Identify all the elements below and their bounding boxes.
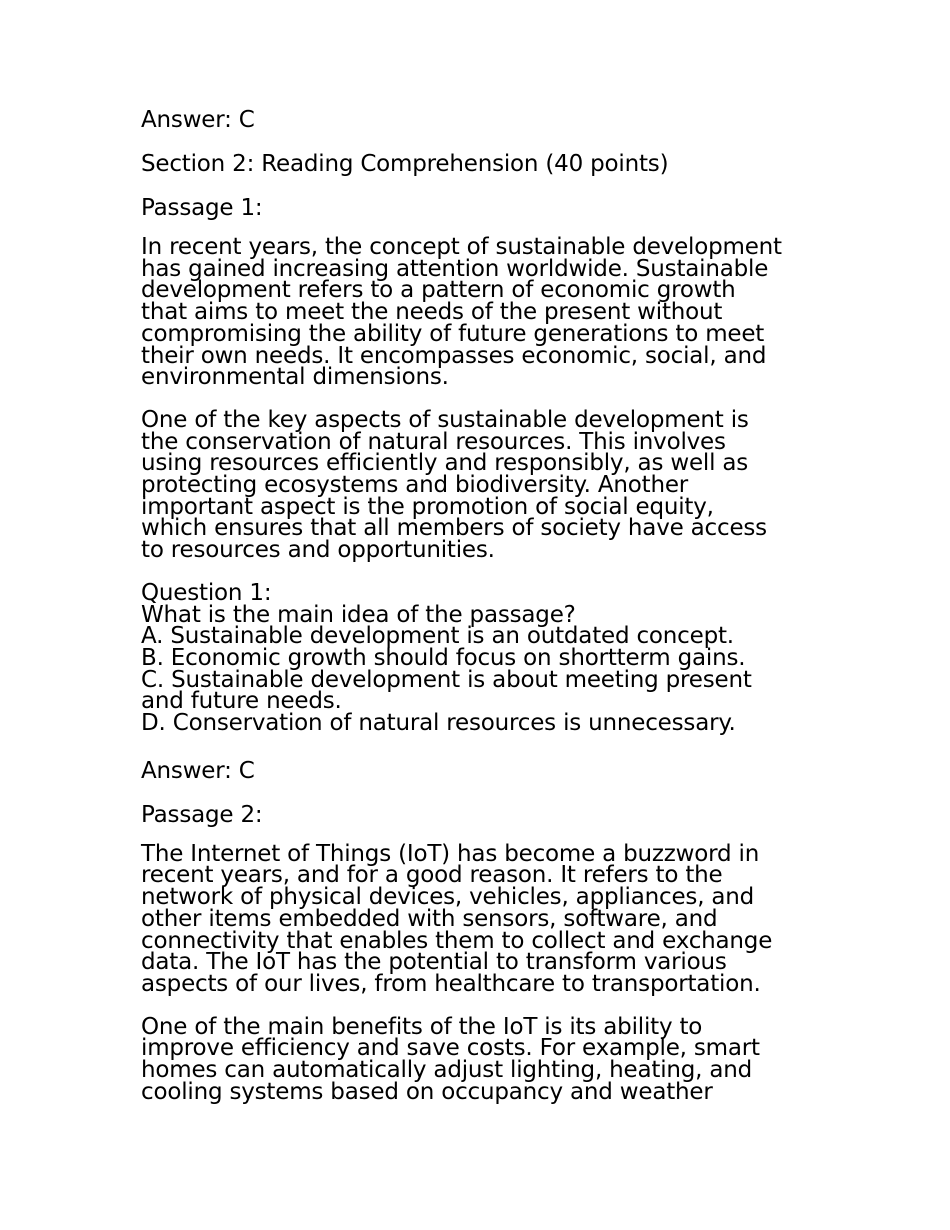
text-line: compromising the ability of future generations to meet: [141, 320, 765, 347]
text-line: important aspect is the promotion of social equity,: [141, 493, 714, 520]
text-line: cooling systems based on occupancy and weather: [141, 1078, 713, 1105]
text-line: has gained increasing attention worldwide. Sustainable: [141, 255, 769, 282]
passage-2-paragraph-2: [141, 1013, 821, 1105]
text-line: development refers to a pattern of economic growth: [141, 277, 736, 304]
text-line: recent years, and for a good reason. It refers to the: [141, 862, 723, 889]
document-body: [141, 105, 821, 1125]
option-a: A. Sustainable development is an outdated concept.: [141, 623, 734, 650]
passage-2-paragraph-1: [141, 840, 821, 997]
text-line: The Internet of Things (IoT) has become a buzzword in: [141, 840, 760, 867]
text-line: aspects of our lives, from healthcare to transportation.: [141, 970, 761, 997]
text-line: network of physical devices, vehicles, appliances, and: [141, 884, 755, 911]
text-line: which ensures that all members of society have access: [141, 515, 767, 542]
question-label: Question 1:: [141, 579, 272, 606]
answer-line: Answer: C: [141, 107, 255, 133]
text-line: In recent years, the concept of sustainable development: [141, 234, 782, 260]
text-line: protecting ecosystems and biodiversity. Another: [141, 472, 689, 499]
section-title: Section 2: Reading Comprehension (40 points): [141, 151, 669, 177]
text-line: the conservation of natural resources. This involves: [141, 428, 726, 455]
option-c: C. Sustainable development is about meeting present: [141, 666, 752, 693]
option-c-continued: and future needs.: [141, 688, 342, 715]
text-line: to resources and opportunities.: [141, 537, 495, 564]
text-line: connectivity that enables them to collect and exchange: [141, 927, 773, 954]
option-b: B. Economic growth should focus on shortterm gains.: [141, 644, 746, 671]
text-line: improve efficiency and save costs. For example, smart: [141, 1035, 760, 1062]
question-1: [141, 579, 821, 737]
passage-1-paragraph-1: [141, 234, 821, 391]
passage-label: Passage 1:: [141, 195, 263, 221]
answer-line: Answer: C: [141, 757, 255, 784]
text-line: One of the main benefits of the IoT is its ability to: [141, 1013, 703, 1040]
text-line: One of the key aspects of sustainable development is: [141, 406, 749, 433]
passage-label: Passage 2:: [141, 801, 263, 828]
text-line: other items embedded with sensors, software, and: [141, 905, 718, 932]
text-line: homes can automatically adjust lighting, heating, and: [141, 1057, 753, 1084]
text-line: environmental dimensions.: [141, 364, 449, 391]
option-d: D. Conservation of natural resources is unnecessary.: [141, 710, 736, 737]
text-line: using resources efficiently and responsibly, as well as: [141, 450, 749, 477]
text-line: their own needs. It encompasses economic, social, and: [141, 342, 767, 369]
question-prompt: What is the main idea of the passage?: [141, 601, 576, 628]
text-line: that aims to meet the needs of the present without: [141, 299, 723, 326]
text-line: data. The IoT has the potential to transform various: [141, 949, 727, 976]
passage-1-paragraph-2: [141, 406, 821, 564]
